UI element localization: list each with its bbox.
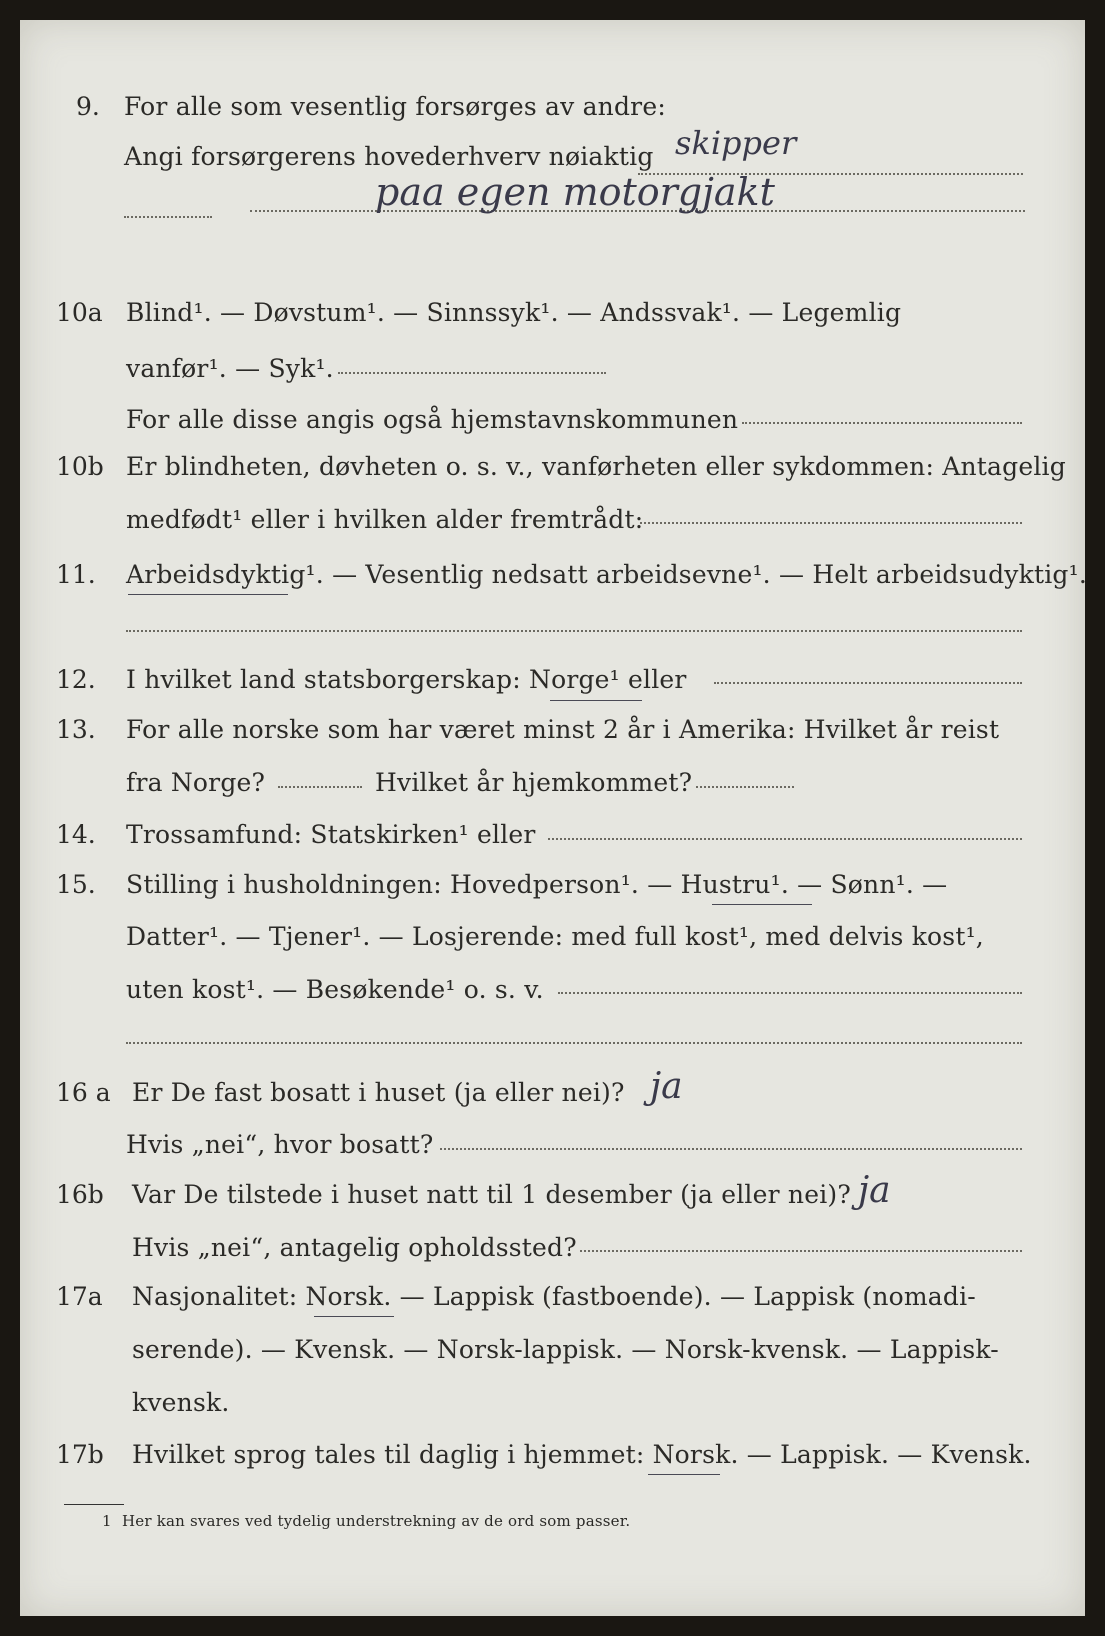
answer-line	[278, 786, 362, 788]
item-14-number: 14.	[56, 820, 96, 849]
answer-line	[742, 422, 1022, 424]
item-10a-number: 10a	[56, 298, 103, 327]
footnote-mark: 1	[102, 1512, 112, 1530]
item-17a-line2: serende). — Kvensk. — Norsk-lappisk. — Norsk-kvensk. — Lappisk-	[132, 1335, 999, 1364]
item-17b-number: 17b	[56, 1440, 104, 1469]
item-16b-line2: Hvis „nei“, antagelig opholdssted?	[132, 1233, 577, 1262]
item-16b-number: 16b	[56, 1180, 104, 1209]
item-10b-number: 10b	[56, 452, 104, 481]
answer-line	[126, 630, 1022, 632]
item-13-line2: fra Norge?	[126, 768, 266, 797]
item-15-line1: Stilling i husholdningen: Hovedperson¹. — Hustru¹. — Sønn¹. —	[126, 870, 948, 899]
item-13-line2b: Hvilket år hjemkommet?	[375, 768, 693, 797]
footnote-text: Her kan svares ved tydelig understrekning av de ord som passer.	[122, 1512, 631, 1530]
item-9-number: 9.	[76, 92, 100, 121]
item-11-line1: Arbeidsdyktig¹. — Vesentlig nedsatt arbeidsevne¹. — Helt arbeidsudyktig¹.	[126, 560, 1087, 589]
item-17a-line1: Nasjonalitet: Norsk. — Lappisk (fastboende). — Lappisk (nomadi-	[132, 1282, 976, 1311]
handwritten-answer-16a: ja	[650, 1066, 683, 1107]
item-16a-line2: Hvis „nei“, hvor bosatt?	[126, 1130, 434, 1159]
item-13-number: 13.	[56, 715, 96, 744]
answer-line	[714, 682, 1022, 684]
item-10b-line1: Er blindheten, døvheten o. s. v., vanførheten eller sykdommen: Antagelig	[126, 452, 1066, 481]
answer-line	[548, 838, 1022, 840]
item-15-line3: uten kost¹. — Besøkende¹ o. s. v.	[126, 975, 544, 1004]
footnote-rule	[64, 1504, 124, 1505]
item-12-line1: I hvilket land statsborgerskap: Norge¹ eller	[126, 665, 687, 694]
item-11-number: 11.	[56, 560, 96, 589]
item-15-number: 15.	[56, 870, 96, 899]
underline-mark	[712, 904, 812, 905]
item-17b-line1: Hvilket sprog tales til daglig i hjemmet: Norsk. — Lappisk. — Kvensk.	[132, 1440, 1032, 1469]
item-10b-line2: medfødt¹ eller i hvilken alder fremtrådt:	[126, 505, 644, 534]
underline-mark	[550, 700, 642, 701]
underline-mark	[648, 1474, 720, 1475]
handwritten-answer-9a: skipper	[675, 124, 797, 162]
item-14-line1: Trossamfund: Statskirken¹ eller	[126, 820, 536, 849]
item-12-number: 12.	[56, 665, 96, 694]
answer-line	[640, 522, 1022, 524]
answer-line	[696, 786, 794, 788]
handwritten-answer-16b: ja	[858, 1170, 891, 1211]
item-13-line1: For alle norske som har været minst 2 år i Amerika: Hvilket år reist	[126, 715, 1000, 744]
item-9-line1: For alle som vesentlig forsørges av andre:	[124, 92, 666, 121]
underline-mark	[128, 594, 288, 595]
item-17a-line3: kvensk.	[132, 1388, 230, 1417]
census-form-page	[20, 20, 1085, 1616]
item-16b-line1: Var De tilstede i huset natt til 1 desember (ja eller nei)?	[132, 1180, 851, 1209]
answer-line	[580, 1250, 1022, 1252]
item-16a-line1: Er De fast bosatt i huset (ja eller nei)?	[132, 1078, 625, 1107]
item-15-line2: Datter¹. — Tjener¹. — Losjerende: med full kost¹, med delvis kost¹,	[126, 922, 984, 951]
answer-line	[338, 372, 606, 374]
answer-line	[440, 1148, 1022, 1150]
handwritten-answer-9b: paa egen motorgjakt	[375, 170, 775, 214]
item-16a-number: 16 a	[56, 1078, 111, 1107]
item-9-line2: Angi forsørgerens hovederhverv nøiaktig	[124, 142, 654, 171]
underline-mark	[314, 1316, 394, 1317]
answer-line	[126, 1042, 1022, 1044]
item-10a-line1: Blind¹. — Døvstum¹. — Sinnssyk¹. — Andssvak¹. — Legemlig	[126, 298, 902, 327]
answer-line	[558, 992, 1022, 994]
item-10a-line3: For alle disse angis også hjemstavnskommunen	[126, 405, 739, 434]
item-10a-line2: vanfør¹. — Syk¹.	[126, 354, 334, 383]
answer-line	[124, 216, 212, 218]
item-17a-number: 17a	[56, 1282, 103, 1311]
